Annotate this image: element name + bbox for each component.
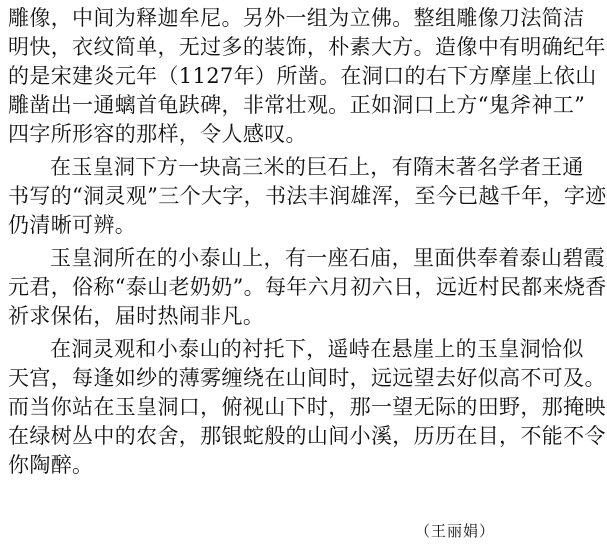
author-attribution: （王丽娟） — [414, 522, 495, 540]
text-line: 明快，衣纹简单，无过多的装饰，朴素大方。造像中有明确纪年 — [8, 35, 606, 59]
text-line: 玉皇洞所在的小泰山上，有一座石庙，里面供奉着泰山碧霞 — [50, 246, 606, 270]
paragraph-1 — [8, 4, 606, 149]
article-body — [8, 4, 607, 484]
text-line: 天宫，每逢如纱的薄雾缠绕在山间时，远远望去好似高不可及。 — [8, 366, 606, 390]
text-line: 在洞灵观和小泰山的衬托下，遥峙在悬崖上的玉皇洞恰似 — [50, 337, 584, 361]
text-line: 四字所形容的那样，令人感叹。 — [8, 122, 307, 146]
text-line: 你陶醉。 — [8, 453, 94, 477]
text-line: 元君，俗称“泰山老奶奶”。每年六月初六日，远近村民都来烧香 — [8, 275, 607, 299]
text-line: 书写的“洞灵观”三个大字，书法丰润雄浑，至今已越千年，字迹 — [8, 184, 607, 208]
text-line: 而当你站在玉皇洞口，俯视山下时，那一望无际的田野，那掩映 — [8, 395, 606, 419]
paragraph-3 — [8, 244, 607, 331]
text-line: 在绿树丛中的农舍，那银蛇般的山间小溪，历历在目，不能不令 — [8, 424, 606, 448]
text-line: 祈求保佑，届时热闹非凡。 — [8, 304, 265, 328]
text-line: 雕凿出一通螭首龟趺碑，非常壮观。正如洞口上方“鬼斧神工” — [8, 93, 586, 117]
text-line: 在玉皇洞下方一块高三米的巨石上，有隋末著名学者王通 — [50, 155, 584, 179]
text-line: 仍清晰可辨。 — [8, 213, 137, 237]
paragraph-4 — [8, 335, 606, 480]
paragraph-2 — [8, 153, 607, 240]
text-line: 的是宋建炎元年（1127年）所凿。在洞口的右下方摩崖上依山 — [8, 64, 597, 88]
text-line: 雕像，中间为释迦牟尼。另外一组为立佛。整组雕像刀法简洁 — [8, 6, 585, 30]
